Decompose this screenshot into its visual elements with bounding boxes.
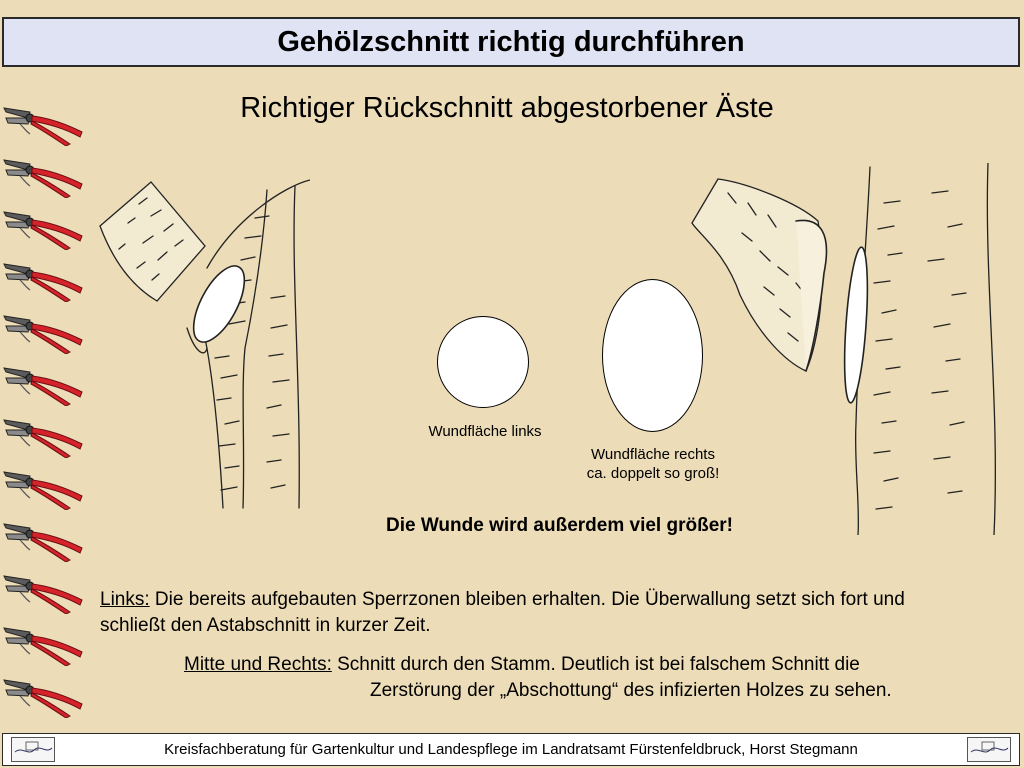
- shears-column: [0, 98, 90, 718]
- pruning-shears-icon: [0, 566, 90, 614]
- wound-right-caption-line2: ca. doppelt so groß!: [586, 465, 720, 482]
- title-bar: [2, 17, 1020, 67]
- pruning-shears-icon: [0, 358, 90, 406]
- emphasis-statement: Die Wunde wird außerdem viel größer!: [386, 515, 733, 536]
- paragraph-left-label: Links:: [100, 589, 150, 610]
- paragraph-right-text-line2: Zerstörung der „Abschottung“ des infizierten Holzes zu sehen.: [370, 680, 892, 701]
- pruning-shears-icon: [0, 254, 90, 302]
- paragraph-left-text: Die bereits aufgebauten Sperrzonen bleiben erhalten. Die Überwallung setzt sich fort und schließt den Astabschnitt in kurzer Zeit.: [100, 589, 905, 636]
- left-tree-drawing: [95, 178, 310, 513]
- pruning-shears-icon: [0, 462, 90, 510]
- pruning-shears-icon: [0, 202, 90, 250]
- landratsamt-logo-icon: [967, 737, 1011, 762]
- paragraph-right: [184, 652, 1004, 704]
- logo-graphic: [968, 738, 1010, 761]
- paragraph-left: [100, 587, 960, 639]
- slide-subtitle: Richtiger Rückschnitt abgestorbener Äste: [240, 92, 774, 124]
- logo-graphic: [12, 738, 54, 761]
- pruning-shears-icon: [0, 514, 90, 562]
- footer: [2, 733, 1020, 766]
- pruning-shears-icon: [0, 670, 90, 718]
- wound-surface-left: [437, 316, 529, 408]
- pruning-shears-icon: [0, 618, 90, 666]
- footer-text: Kreisfachberatung für Gartenkultur und Landespflege im Landratsamt Fürstenfeldbruck, Horst Stegmann: [164, 741, 858, 758]
- page-title: Gehölzschnitt richtig durchführen: [277, 25, 745, 58]
- pruning-shears-icon: [0, 306, 90, 354]
- wound-left-caption: Wundfläche links: [428, 423, 542, 440]
- pruning-shears-icon: [0, 410, 90, 458]
- wound-surface-right: [602, 279, 703, 432]
- paragraph-right-text-line1: Schnitt durch den Stamm. Deutlich ist bei falschem Schnitt die: [331, 654, 860, 675]
- wound-right-caption-line1: Wundfläche rechts: [591, 446, 715, 463]
- wound-right-caption: [563, 445, 743, 483]
- paragraph-right-label: Mitte und Rechts:: [184, 654, 332, 675]
- pruning-shears-icon: [0, 98, 90, 146]
- landratsamt-logo-icon: [11, 737, 55, 762]
- pruning-shears-icon: [0, 150, 90, 198]
